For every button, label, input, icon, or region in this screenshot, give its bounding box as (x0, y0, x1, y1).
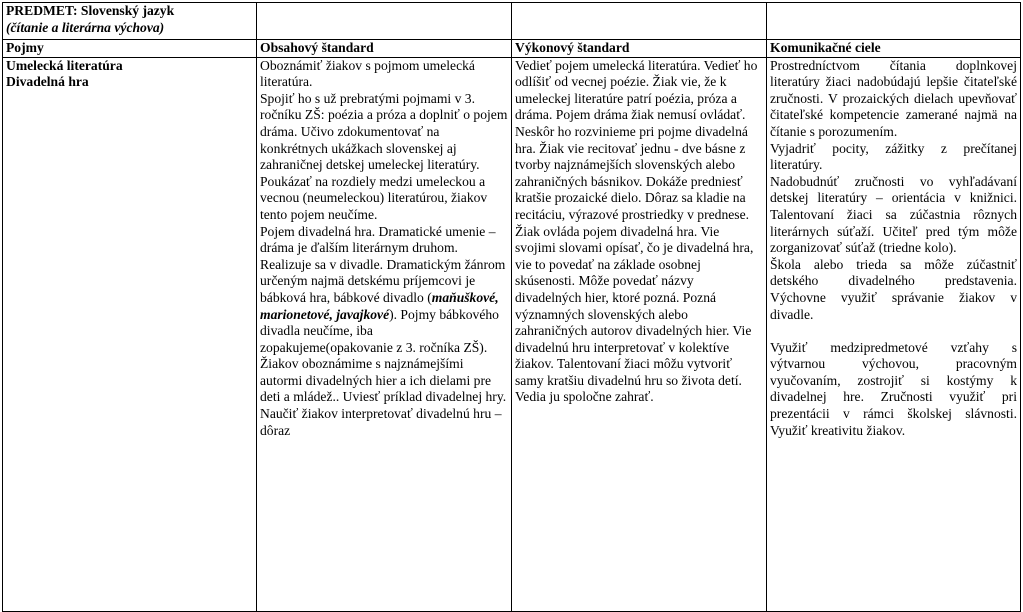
paragraph: Spojiť ho s už prebratými pojmami v 3. ročníku ZŠ: poézia a próza a doplniť o pojem dráma. Učivo zdokumentovať na konkrétnych ukážkach slovenskej aj zahraničnej detskej umeleckej literatúry. (260, 90, 508, 173)
pojmy-cell (3, 57, 257, 611)
paragraph: Nadobudnúť zručnosti vo vyhľadávaní detskej literatúry – orientácia v knižnici. Talentovaní žiaci sa zúčastnia rôznych literárnych súťaží. Učiteľ pred tým môže zorganizovať súťaž (triedne kolo). (770, 173, 1017, 256)
paragraph: Oboznámiť žiakov s pojmom umelecká literatúra. (260, 57, 475, 90)
pojem-item: Umelecká literatúra (6, 57, 123, 73)
subject-row (3, 3, 1021, 40)
pojem-item: Divadelná hra (6, 74, 89, 90)
spacer (770, 323, 1017, 340)
paragraph: Škola alebo trieda sa môže zúčastniť detského divadelného predstavenia. Výchovne využiť správanie žiakov v divadle. (770, 256, 1017, 322)
text-run: Pojem divadelná hra. Dramatické umenie – dráma je ďalším literárnym druhom. Realizuje sa v divadle. Dramatickým žánrom určeným najmä detskému príjemcovi je bábková hra, bábkové divadlo ( (260, 223, 506, 305)
text-run: ). Pojmy bábkového divadla neučíme, iba zopakujeme(opakovanie z 3. ročníka ZŠ). Žiakov oboznámime s najznámejšími autormi divadelných hier a ich dielami pre deti a mládež.. Uviesť príklad divadelnej hry. Naučiť žiakov interpretovať divadelnú hru – dôraz (260, 306, 507, 438)
header-vykonovy-standard: Výkonový štandard (512, 40, 767, 58)
vykonovy-cell (512, 57, 767, 611)
obsahovy-cell (257, 57, 512, 611)
empty-cell (512, 3, 767, 40)
puppet-types: maňuškové, marionetové, javajkové (260, 289, 499, 322)
paragraph: Prostredníctvom čítania doplnkovej literatúry žiaci nadobúdajú lepšie čitateľské zručnosti. V prozaických dielach upevňovať čitateľské kompetencie zamerané najmä na čítanie s porozumením. (770, 57, 1017, 139)
subject-label: PREDMET: Slovenský jazyk (6, 3, 175, 18)
paragraph: Využiť medzipredmetové vzťahy s výtvarnou výchovou, pracovným vyučovaním, zostrojiť si kostýmy k divadelnej hre. Zručnosti využiť pri prezentácii v rámci školskej slávnosti. Využiť kreativitu žiakov. (770, 339, 1017, 438)
curriculum-table (2, 2, 1021, 612)
paragraph (260, 224, 508, 440)
paragraph: Vedieť pojem umelecká literatúra. Vedieť ho odlíšiť od vecnej poézie. Žiak vie, že k umeleckej literatúre patrí poézia, próza a dráma. Pojem dráma žiak nemusí ovládať. Neskôr ho rozvinieme pri pojme divadelná hra. Žiak vie recitovať jednu - dve básne z tvorby najznámejších slovenských alebo zahraničných básnikov. Dokáže predniesť kratšie prozaické dielo. Dôraz sa kladie na recitáciu, výrazové prostriedky v prednese. (515, 57, 758, 222)
paragraph: Žiak ovláda pojem divadelná hra. Vie svojimi slovami opísať, čo je divadelná hra, vie to povedať na základe osobnej skúsenosti. Môže povedať názvy divadelných hier, ktoré pozná. Pozná významných slovenských alebo zahraničných autorov divadelných hier. Vie divadelnú hru interpretovať v kolektíve žiakov. Talentovaní žiaci môžu vytvoriť samy kratšiu divadelnú hru so života detí. Vedia ju spoločne zahrať. (515, 223, 754, 405)
header-obsahovy-standard: Obsahový štandard (257, 40, 512, 58)
paragraph: Poukázať na rozdiely medzi umeleckou a vecnou (neumeleckou) literatúrou, žiakov tento pojem neučíme. (260, 173, 488, 222)
empty-cell (767, 3, 1021, 40)
empty-cell (257, 3, 512, 40)
header-komunikacne-ciele: Komunikačné ciele (767, 40, 1021, 58)
subject-cell (3, 3, 257, 40)
paragraph: Vyjadriť pocity, zážitky z prečítanej literatúry. (770, 140, 1017, 173)
header-row (3, 40, 1021, 58)
header-pojmy: Pojmy (3, 40, 257, 58)
subject-subtitle: (čítanie a literárna výchova) (6, 19, 165, 35)
content-row (3, 57, 1021, 611)
komunikacne-cell (767, 57, 1021, 611)
